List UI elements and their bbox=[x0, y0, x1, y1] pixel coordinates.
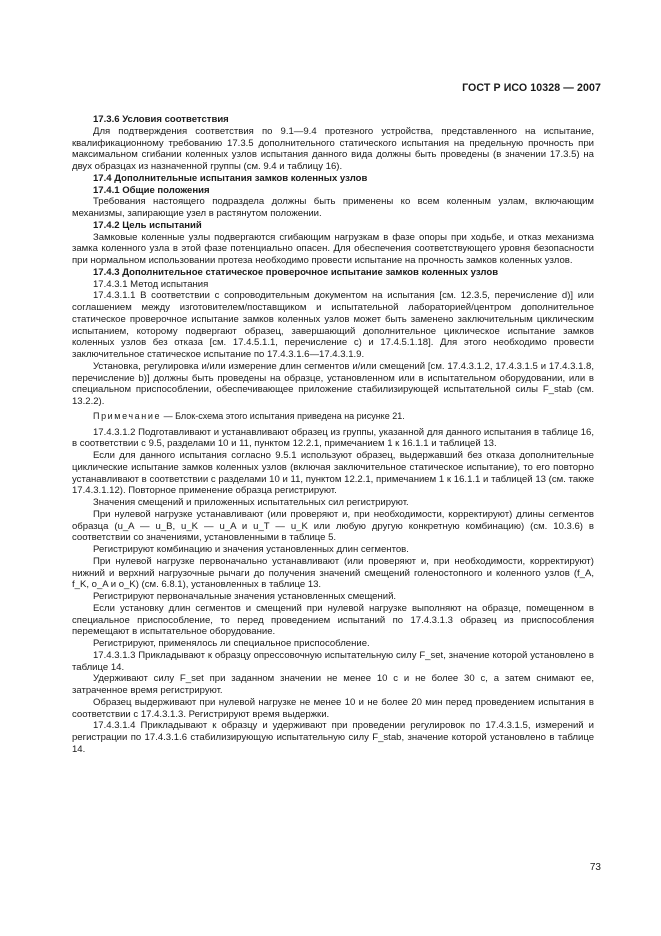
section-heading: 17.4.1 Общие положения bbox=[93, 184, 210, 196]
paragraph: Значения смещений и приложенных испытательных сил регистрируют. bbox=[93, 497, 409, 508]
note-text: — Блок-схема этого испытания приведена на рисунке 21. bbox=[161, 410, 405, 421]
paragraph: 17.4.3.1.2 Подготавливают и устанавливают образец из группы, указанной для данного испытания в таблице 16, в соответствии с 9.5, разделами 10 и 11, пунктом 12.2.1, примечанием 1 к 16.1.1 и таблицей 13. bbox=[72, 426, 594, 450]
paragraph: Требования настоящего подраздела должны быть применены ко всем коленным узлам, включающим механизмы, запирающие узел в растянутом положении. bbox=[72, 196, 594, 219]
paragraph: Установка, регулировка и/или измерение длин сегментов и/или смещений [см. 17.4.3.1.2, 17.4.3.1.5 и 17.4.3.1.8, перечисление b)] должны быть проведены на образце, установленном или в испытательном оборудовании, или в специальном приспособлении, обеспечивающее приложение стабилизирующей испытательной силы F_stab (см. 13.2.2). bbox=[72, 360, 594, 407]
paragraph: При нулевой нагрузке первоначально устанавливают (или проверяют и, при необходимости, корректируют) нижний и верхний нагрузочные рычаги до получения значений смещений голеностопного и коленного узлов (f_A, f_K, o_A и o_K) (см. 6.8.1), установленных в таблице 13. bbox=[72, 555, 594, 591]
paragraph: 17.4.3.1.1 В соответствии с сопроводительным документом на испытания [см. 12.3.5, перечисление d)] или соглашением между изготовителем/поставщиком и испытательной лабораторией/центром дополнительное статическое проверочное испытание замков коленных узлов может быть заменено заключительным циклическим испытанием, которому подвергают образец, завершающий дополнительное циклическое испытание замков коленных узлов без отказа [см. 17.4.5.1.1, перечисление c) и 17.4.5.1.18]. Для этого необходимо провести заключительное статическое испытание по 17.4.3.1.6—17.4.3.1.9. bbox=[72, 290, 594, 360]
paragraph: При нулевой нагрузке устанавливают (или проверяют и, при необходимости, корректируют) длины сегментов образца (u_A — u_B, u_K — u_A и u_T — u_K или любую другую конкретную комбинацию) (см. 10.3.6) в соответствии со значениями, установленными в таблице 5. bbox=[72, 508, 594, 544]
paragraph: Если для данного испытания согласно 9.5.1 используют образец, выдержавший без отказа дополнительные циклические испытание замков коленных узлов (включая заключительное статическое испытание), то его повторно устанавливают в соответствии с разделами 10 и 11, пунктом 12.2.1, примечанием 1 к 16.1.1 и таблицей 13 (см. также 17.4.3.1.12). Повторное применение образца регистрируют. bbox=[72, 450, 594, 497]
section-heading: 17.4 Дополнительные испытания замков коленных узлов bbox=[93, 172, 368, 184]
section-heading: 17.4.3 Дополнительное статическое проверочное испытание замков коленных узлов bbox=[93, 266, 499, 278]
section-heading: 17.3.6 Условия соответствия bbox=[93, 114, 229, 125]
paragraph: 17.4.3.1.3 Прикладывают к образцу опрессовочную испытательную силу F_set, значение которой установлено в таблице 14. bbox=[72, 649, 594, 673]
section-heading: 17.4.2 Цель испытаний bbox=[93, 219, 202, 231]
paragraph: Если установку длин сегментов и смещений при нулевой нагрузке выполняют на образце, помещенном в специальное приспособление, то перед проведением испытаний по 17.4.3.1.3 образец из приспособления перемещают в испытательное оборудование. bbox=[72, 602, 594, 638]
note bbox=[72, 411, 594, 423]
paragraph: 17.4.3.1.4 Прикладывают к образцу и удерживают при проведении регулировок по 17.4.3.1.5, измерений и регистрации по 17.4.3.1.6 стабилизирующую испытательную силу F_stab, значение которой установлено в таблице 14. bbox=[72, 720, 594, 755]
subsection-title: 17.4.3.1 Метод испытания bbox=[93, 278, 209, 290]
page-number: 73 bbox=[589, 862, 601, 873]
paragraph: Для подтверждения соответствия по 9.1—9.4 протезного устройства, представленного на испытание, квалификационному требованию 17.3.5 дополнительного статического испытания на предельную прочность при максимальном сгибании коленных узлов испытания данного вида должны быть проведены (в значении 17.3.5) на двух образцах из назначенной группы (см. 9.4 и таблицу 16). bbox=[72, 125, 594, 172]
paragraph: Образец выдерживают при нулевой нагрузке не менее 10 и не более 20 мин перед проведением испытания в соответствии с 17.4.3.1.3. Регистрируют время выдержки. bbox=[72, 696, 594, 720]
page-body bbox=[72, 114, 594, 756]
paragraph: Регистрируют, применялось ли специальное приспособление. bbox=[93, 638, 370, 649]
paragraph: Регистрируют комбинацию и значения установленных длин сегментов. bbox=[93, 544, 409, 555]
document-header: ГОСТ Р ИСО 10328 — 2007 bbox=[462, 82, 601, 94]
paragraph: Регистрируют первоначальные значения установленных смещений. bbox=[93, 591, 397, 602]
paragraph: Замковые коленные узлы подвергаются сгибающим нагрузкам в фазе опоры при ходьбе, и отказ механизма замка коленного узла в этой фазе потенциально опасен. Для обеспечения соответствующего уровня безопасности при нормальном использовании протеза необходимо провести испытание на прочность замков коленных узлов. bbox=[72, 231, 594, 266]
note-label: Примечание bbox=[93, 410, 162, 421]
paragraph: Удерживают силу F_set при заданном значении не менее 10 с и не более 30 с, а затем снимают ее, затраченное время регистрируют. bbox=[72, 673, 594, 696]
